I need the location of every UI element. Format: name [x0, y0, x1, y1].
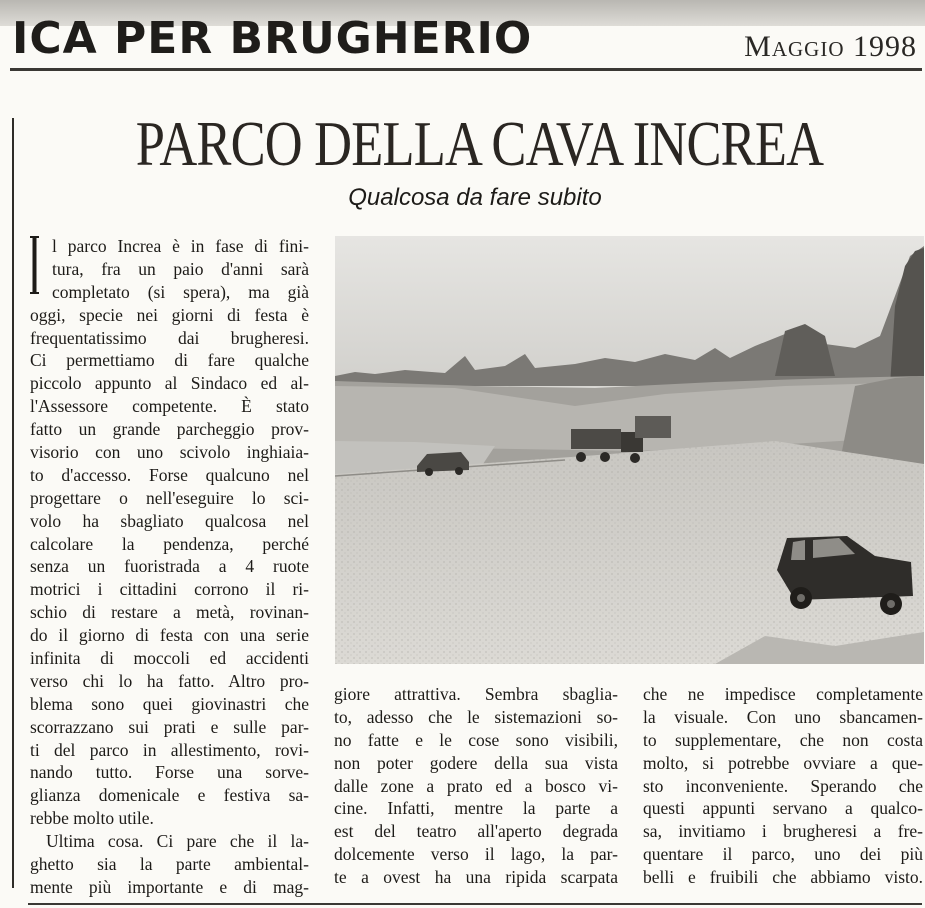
text-line: est del teatro all'aperto degrada — [334, 821, 618, 842]
text-line: dolcemente verso il lago, la par- — [334, 844, 618, 865]
text-line: motrici i cittadini corrono il ri- — [30, 579, 309, 600]
text-line: blema sono quei giovinastri che — [30, 693, 309, 714]
text-line: progettare o nell'eseguire lo sci- — [30, 487, 309, 508]
text-line: calcolare la pendenza, perché — [30, 533, 309, 554]
text-line: te a ovest ha una ripida scarpata — [334, 867, 618, 888]
text-line: visorio con uno scivolo inghiaia- — [30, 442, 309, 463]
text-line: cine. Infatti, mentre la parte a — [334, 798, 618, 819]
text-line: l parco Increa è in fase di fini- — [52, 236, 309, 256]
text-line: volo ha sbagliato qualcosa nel — [30, 510, 309, 531]
text-line: giore attrattiva. Sembra sbaglia- — [334, 684, 618, 704]
text-line: glianza domenicale e festiva sa- — [30, 785, 309, 806]
text-line: non poter godere della sua vista — [334, 752, 618, 773]
footer-rule — [28, 903, 922, 905]
article-column-1 — [30, 235, 309, 899]
article-column-2 — [334, 683, 618, 889]
article-column-3 — [643, 683, 923, 889]
article-subtitle: Qualcosa da fare subito — [348, 184, 602, 211]
text-line: sa, invitiamo i brugheresi a fre- — [643, 821, 923, 842]
text-line: mente più importante e di mag- — [30, 876, 309, 897]
text-line: scorrazzano sui prati e sulle par- — [30, 716, 309, 737]
text-line: oggi, specie nei giorni di festa è — [30, 304, 309, 325]
text-line: ghetto sia la parte ambiental- — [30, 854, 309, 875]
text-line: tura, fra un paio d'anni sarà — [52, 258, 309, 279]
text-line: fatto un grande parcheggio prov- — [30, 419, 309, 440]
text-line: infinita di moccoli ed accidenti — [30, 648, 309, 669]
text-line: do il giorno di festa con una serie — [30, 625, 309, 646]
text-line: verso chi lo ha fatto. Altro pro- — [30, 670, 309, 691]
text-line: ti del parco in allestimento, rovi- — [30, 739, 309, 760]
park-construction-photo — [335, 236, 924, 664]
text-line: questi appunti servano a qualco- — [643, 798, 923, 819]
text-line: l'Assessore competente. È stato — [30, 396, 309, 417]
text-line: rebbe molto utile. — [30, 808, 154, 829]
text-line: molto, si potrebbe ovviare a que- — [643, 752, 923, 773]
text-line: che ne impedisce completamente — [643, 684, 923, 704]
text-line: senza un fuoristrada a 4 ruote — [30, 556, 309, 577]
text-line: sto inconveniente. Sperando che — [643, 775, 923, 796]
text-line: piccolo appunto al Sindaco ed al- — [30, 373, 309, 394]
text-line: nando tutto. Forse una sorve- — [30, 762, 309, 783]
text-line: dalle zone a prato ed a bosco vi- — [334, 775, 618, 796]
text-line: to d'accesso. Forse qualcuno nel — [30, 464, 309, 485]
text-line: la visuale. Con uno sbancamen- — [643, 706, 923, 727]
left-column-rule — [12, 118, 14, 888]
text-line: completato (si spera), ma già — [52, 281, 309, 302]
text-line: frequentatissimo dai brugheresi. — [30, 327, 309, 348]
text-line: no fatte e le cose sono visibili, — [334, 729, 618, 750]
text-line: Ci permettiamo di fare qualche — [30, 350, 309, 371]
text-line: to supplementare, che non costa — [643, 729, 923, 750]
text-line: quentare il parco, uno dei più — [643, 844, 923, 865]
article-title: PARCO DELLA CAVA INCREA — [135, 108, 824, 179]
text-line: to, adesso che le sistemazioni so- — [334, 706, 618, 727]
text-line: Ultima cosa. Ci pare che il la- — [46, 831, 309, 852]
header-rule — [10, 68, 922, 71]
text-line: schio di restare a metà, rovinan- — [30, 602, 309, 623]
issue-date: Maggio 1998 — [744, 30, 917, 63]
masthead: ICA PER BRUGHERIO — [12, 13, 533, 64]
text-line: belli e fruibili che abbiamo visto. — [643, 867, 923, 888]
